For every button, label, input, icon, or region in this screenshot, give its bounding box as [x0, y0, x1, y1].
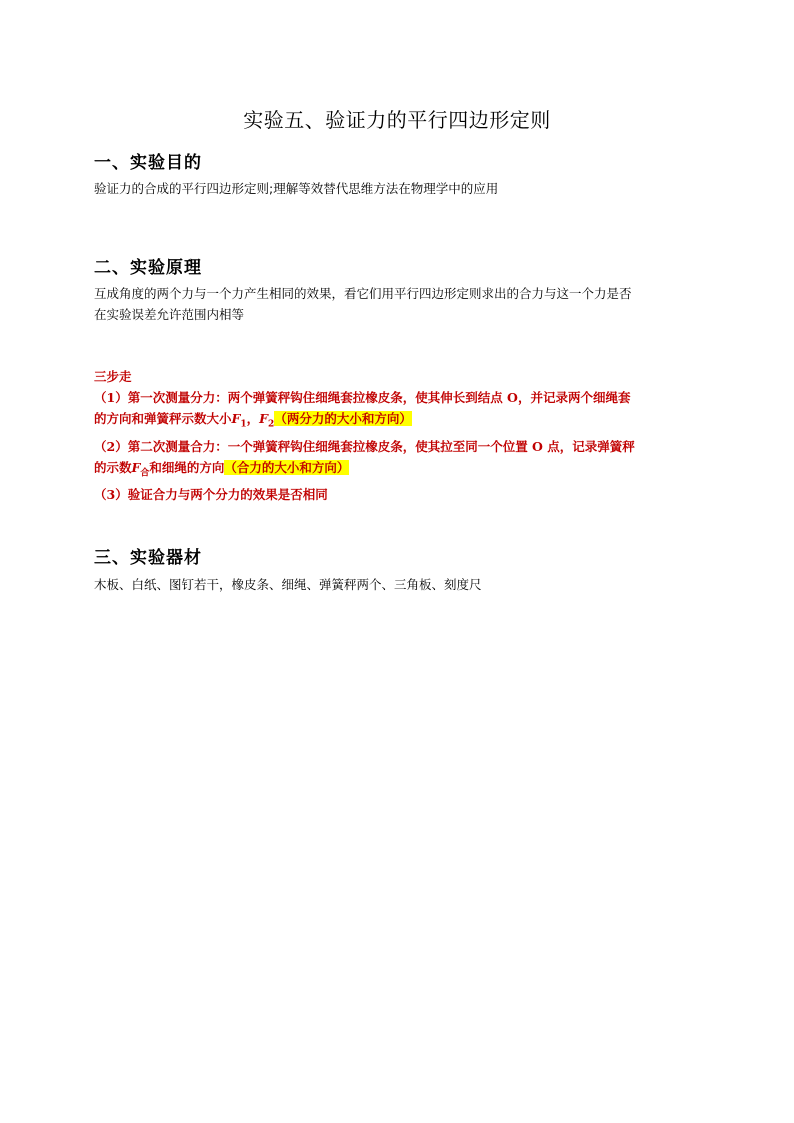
step-2-line-2: [94, 457, 704, 485]
force-symbol-fhe: F: [131, 459, 141, 475]
step-2-highlight: （合力的大小和方向）: [224, 459, 350, 475]
fhe-subscript: 合: [140, 468, 150, 478]
step-1-text: 的方向和弹簧秤示数大小: [94, 411, 232, 426]
equipment-text: 木板、白纸、图钉若干，橡皮条、细绳、弹簧秤两个、三角板、刻度尺: [94, 577, 482, 592]
step-2-line-1: （2）第二次测量合力：一个弹簧秤钩住细绳套拉橡皮条，使其拉至同一个位置 O 点，记录弹簧秤: [94, 438, 635, 454]
page-title: 实验五、验证力的平行四边形定则: [243, 108, 551, 132]
step-2-text: 的示数: [94, 459, 132, 475]
step-1-line-2: [94, 408, 704, 436]
principle-line-1: 互成角度的两个力与一个力产生相同的效果，看它们用平行四边形定则求出的合力与这一个力是否: [94, 286, 632, 301]
section-heading-purpose: 一、实验目的: [94, 153, 202, 173]
step-3: （3）验证合力与两个分力的效果是否相同: [94, 487, 328, 502]
separator: ，: [246, 411, 260, 426]
step-2-text-cont: 和细绳的方向: [149, 459, 225, 475]
step-1-line-1: （1）第一次测量分力：两个弹簧秤钩住细绳套拉橡皮条，使其伸长到结点 O，并记录两个细绳套: [94, 390, 631, 405]
section-heading-principle: 二、实验原理: [94, 258, 202, 278]
steps-label: 三步走: [94, 369, 132, 384]
principle-text: [94, 283, 704, 325]
force-symbol-f1: F: [231, 411, 241, 426]
principle-line-2: 在实验误差允许范围内相等: [94, 307, 245, 322]
purpose-text: 验证力的合成的平行四边形定则;理解等效替代思维方法在物理学中的应用: [94, 181, 499, 196]
step-1-highlight: （两分力的大小和方向）: [274, 411, 412, 426]
f1-subscript: 1: [240, 419, 247, 430]
steps-block: [94, 366, 704, 505]
f2-subscript: 2: [268, 419, 275, 430]
section-heading-equipment: 三、实验器材: [94, 548, 202, 568]
force-symbol-f2: F: [259, 411, 269, 426]
